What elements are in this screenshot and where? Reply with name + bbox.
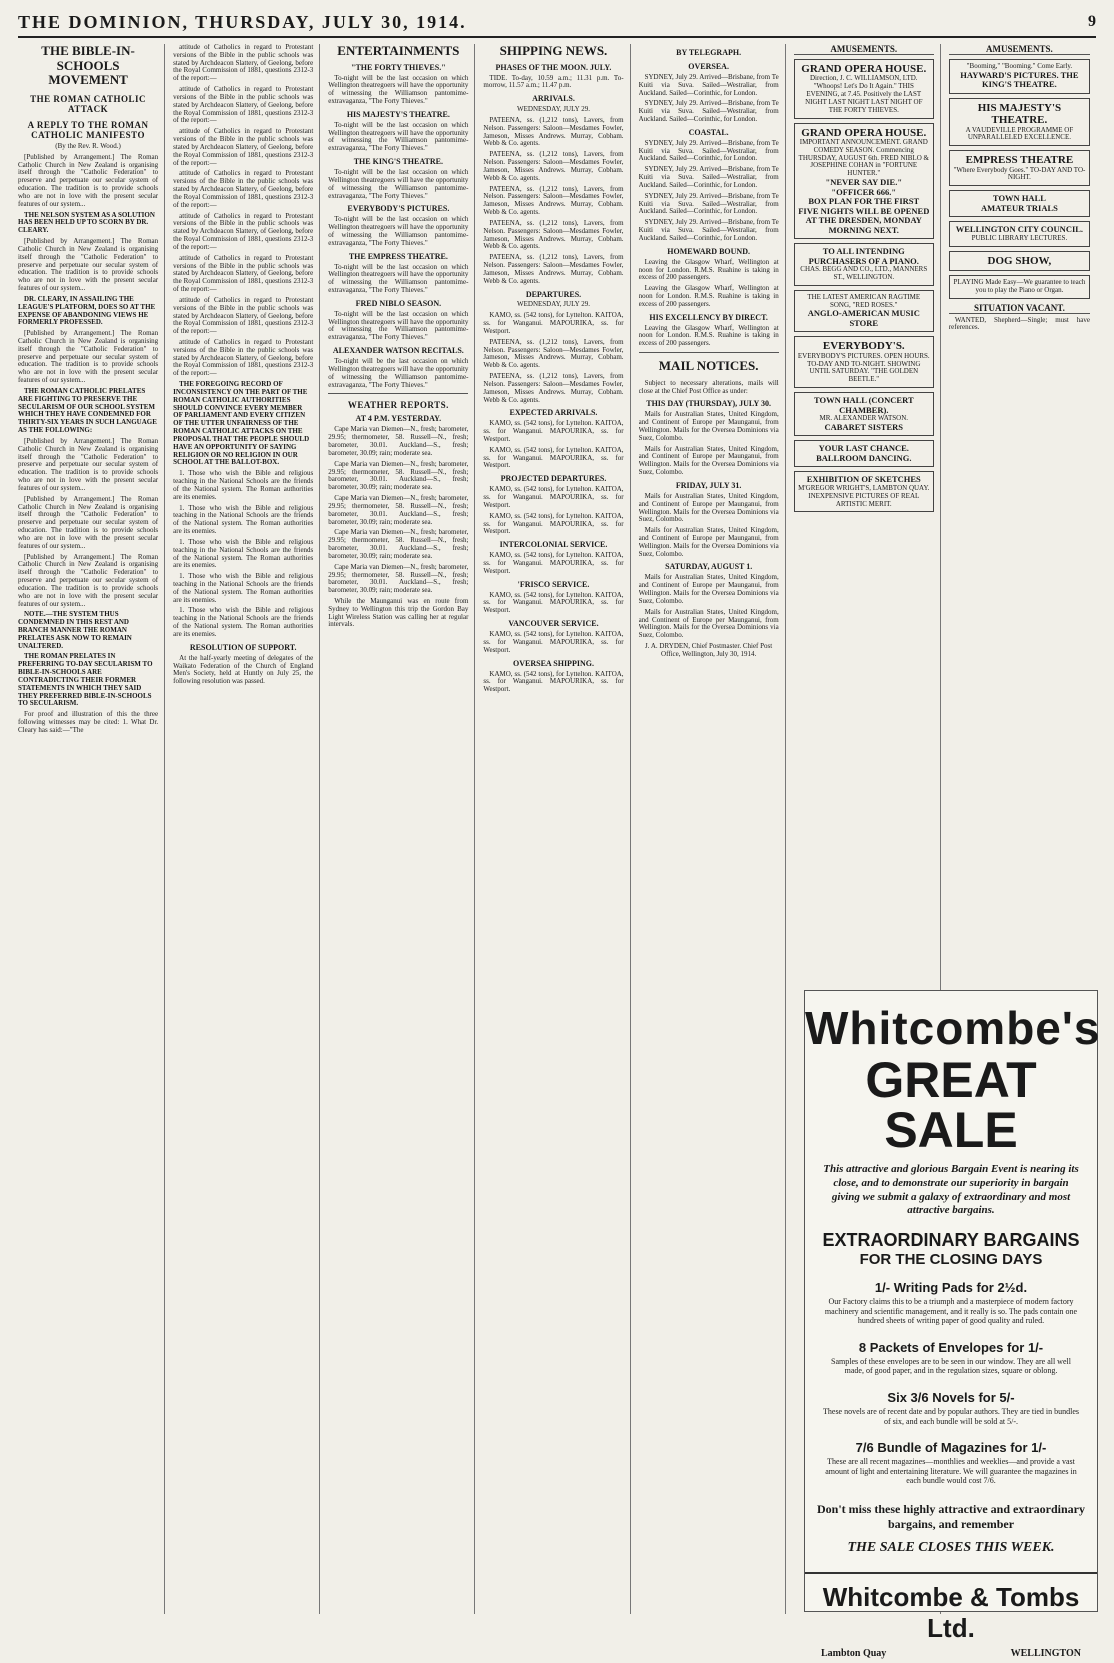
exhibition-ad: [794, 471, 934, 512]
mail-entry: Mails for Australian States, United Kingdom, and Continent of Europe per Maunganui, from Wellington. Mails for the Oversea Dominions via Suez, Colombo.: [638, 607, 779, 640]
ad-closing-days: FOR THE CLOSING DAYS: [859, 1251, 1043, 1268]
ad-address-street: Lambton Quay: [821, 1647, 887, 1659]
shipping-entry: KAMO, ss. (542 tons), for Lyttelton. KAITOA, ss. for Wanganui. MAPOURIKA, ss. for Westport.: [483, 551, 624, 575]
ad-title: HIS MAJESTY'S THEATRE.: [977, 101, 1062, 127]
article-paragraph: To-night will be the last occasion on which Wellington theatregoers will have the opportunity of witnessing the Williamson pantomime-extravaganza, "The Forty Thieves.": [328, 357, 469, 389]
column-1: [18, 44, 165, 1614]
weather-report: Cape Maria van Diemen—N., fresh; barometer, 29.95; thermometer, 58. Russell—N., fresh; barometer, 30.01. Auckland—S., fresh; barometer, 30.09; rain; moderate sea.: [328, 528, 469, 560]
shipping-entry: PATEENA, ss. (1,212 tons), Lavers, from Nelson. Passengers: Saloon—Mesdames Fowler, Jameson, Misses Andrews. Murray, Cobham. Webb & Co. agents.: [483, 372, 624, 404]
shipping-heading: SHIPPING NEWS.: [499, 44, 608, 58]
whitcombe-sale-ad: [804, 990, 1101, 1659]
theatre-heading: FRED NIBLO SEASON.: [355, 298, 442, 308]
ad-title: ANGLO-AMERICAN MUSIC STORE: [807, 308, 920, 328]
homeward-entry: Leaving the Glasgow Wharf, Wellington at noon for London. R.M.S. Ruahine is taking in excess of 200 passengers.: [638, 257, 779, 282]
ad-title: GRAND OPERA HOUSE.: [801, 63, 927, 76]
telegraph-entry: SYDNEY, July 29. Arrived—Brisbane, from Te Kuiti via Suva. Sailed—Westraliar, from Auckland. Sailed—Corinthic, for London.: [638, 191, 779, 216]
ad-title: TOWN HALL: [992, 193, 1046, 204]
divider: [328, 393, 468, 394]
caps-heading: THE FOREGOING RECORD OF INCONSISTENCY ON THE PART OF THE ROMAN CATHOLIC AUTHORITIES SHOULD CONVINCE EVERY MEMBER OF PARLIAMENT AND EVERY CITIZEN OF THE UTTER UNFAIRNESS OF THE ROMAN CATHOLIC ATTACKS ON THE PROPOSAL THAT THE PEOPLE SHOULD HAVE AN OPPORTUNITY OF SAYING RELIGION OR NO RELIGION IN OUR SCHOOL AT THE BALLOT-BOX.: [173, 380, 310, 467]
article-paragraph: attitude of Catholics in regard to Protestant versions of the Bible in the public schools was stated by Archdeacon Slattery, of Geelong, before the Royal Commission of 1881, questions 2312-3 of the report:—: [173, 295, 314, 336]
ad-title: HAYWARD'S PICTURES. THE KING'S THEATRE.: [960, 69, 1079, 90]
mail-date: THIS DAY (THURSDAY), JULY 30.: [646, 399, 772, 409]
his-majestys-ad: [949, 98, 1090, 146]
ad-firm-name: Whitcombe & Tombs Ltd.: [805, 1572, 1097, 1644]
town-hall-amateur-ad: [949, 190, 1090, 217]
telegraph-entry: SYDNEY, July 29. Arrived—Brisbane, from Te Kuiti via Suva. Sailed—Westraliar, from Auckland. Sailed—Corinthic, for London.: [638, 218, 779, 242]
ad-address: [805, 1644, 1097, 1663]
telegraph-entry: SYDNEY, July 29. Arrived—Brisbane, from Te Kuiti via Suva. Sailed—Westraliar, from Auckland. Sailed—Corinthic, for London.: [638, 165, 779, 189]
ad-text: "OFFICER 666.": [831, 186, 897, 197]
library-lectures-ad: [949, 221, 1090, 246]
amusements-heading: AMUSEMENTS.: [794, 44, 934, 55]
column-3: [328, 44, 475, 1614]
ad-text: IMPORTANT ANNOUNCEMENT. GRAND COMEDY SEASON. Commencing THURSDAY, AUGUST 6th. FRED NIBLO & JOSEPHINE COHAN in "FORTUNE HUNTER.": [798, 137, 929, 178]
article-paragraph: To-night will be the last occasion on which Wellington theatregoers will have the opportunity of witnessing the Williamson pantomime-extravaganza, "The Forty Thieves.": [328, 215, 469, 247]
weather-report: Cape Maria van Diemen—N., fresh; barometer, 29.95; thermometer, 58. Russell—N., fresh; barometer, 30.01. Auckland—S., fresh; barometer, 30.09; rain; moderate sea.: [328, 459, 469, 492]
ad-text: CABARET SISTERS: [824, 421, 904, 432]
theatre-heading: ALEXANDER WATSON RECITALS.: [332, 346, 464, 356]
expected-arrivals-heading: EXPECTED ARRIVALS.: [509, 408, 598, 418]
mail-entry: Mails for Australian States, United Kingdom, and Continent of Europe per Maunganui, from Wellington. Mails for the Oversea Dominions via Suez, Colombo.: [638, 410, 779, 442]
ad-item-text: Our Factory claims this to be a triumph and a masterpiece of modern factory machinery and scientific management, and it really is so. The pads contain one hundred sheets of writing paper of good quality and ruled.: [824, 1297, 1078, 1326]
article-paragraph: To-night will be the last occasion on which Wellington theatregoers will have the opportunity of witnessing the Williamson pantomime-extravaganza, "The Forty Thieves.": [328, 73, 469, 105]
column-5: [639, 44, 786, 1614]
weather-subheading: AT 4 P.M. YESTERDAY.: [355, 414, 442, 424]
article-paragraph: [Published by Arrangement.] The Roman Catholic Church in New Zealand is organising itself through the "Catholic Federation" to preserve and perpetuate our secular system of education. The tradition is to provide schools who are not in love with the present secular features of our system...: [18, 152, 159, 208]
ad-text: PUBLIC LIBRARY LECTURES.: [971, 233, 1068, 242]
ad-text: "Booming," "Booming." Come Early.: [966, 62, 1073, 71]
mail-notices-heading: MAIL NOTICES.: [658, 358, 759, 374]
article-paragraph: 1. Those who wish the Bible and religious teaching in the National Schools are the friends of the National system. The Roman authorities are its enemies.: [173, 606, 314, 638]
caps-heading: DR. CLEARY, IN ASSAILING THE LEAGUE'S PLATFORM, DOES SO AT THE EXPENSE OF ABANDONING VIEWS HE FORMERLY PROFESSED.: [18, 294, 156, 327]
ad-item-title: 1/- Writing Pads for 2½d.: [874, 1280, 1028, 1295]
dog-show-ad: [949, 251, 1090, 271]
mail-entry: Mails for Australian States, United Kingdom, and Continent of Europe per Maunganui, from Wellington. Mails for the Oversea Dominions via Suez, Colombo.: [638, 444, 779, 477]
ad-title: TOWN HALL (CONCERT CHAMBER).: [813, 395, 914, 415]
last-chance-ad: [794, 440, 934, 467]
ad-title: YOUR LAST CHANCE.: [818, 443, 909, 454]
shipping-entry: PATEENA, ss. (1,212 tons), Lavers, from Nelson. Passengers: Saloon—Mesdames Fowler, Jameson, Misses Andrews. Murray, Cobham. Webb & Co. agents.: [483, 115, 624, 148]
ad-title: EXHIBITION OF SKETCHES: [806, 474, 921, 485]
article-paragraph: While the Maunganui was en route from Sydney to Wellington this trip the Gordon Bay Light Wireless Station was calling her at regular intervals.: [328, 597, 469, 629]
shipping-entry: KAMO, ss. (542 tons), for Lyttelton. KAITOA, ss. for Wanganui. MAPOURIKA, ss. for Westport.: [483, 511, 624, 536]
situation-vacant-heading: SITUATION VACANT.: [949, 303, 1090, 314]
masthead-title: THE DOMINION, THURSDAY, JULY 30, 1914.: [18, 11, 467, 32]
article-paragraph: To-night will be the last occasion on which Wellington theatregoers will have the opportunity of witnessing the Williamson pantomime-extravaganza, "The Forty Thieves.": [328, 262, 469, 295]
town-hall-ad: [794, 392, 934, 436]
ad-text: CHAS. BEGG AND CO., LTD., MANNERS ST., WELLINGTON.: [800, 265, 928, 281]
frisco-heading: 'FRISCO SERVICE.: [517, 579, 590, 589]
article-paragraph: attitude of Catholics in regard to Protestant versions of the Bible in the public schools was stated by Archdeacon Slattery, of Geelong, before the Royal Commission of 1881, questions 2312-3 of the report:—: [173, 127, 314, 167]
masthead: [18, 8, 1096, 38]
departures-date: WEDNESDAY, JULY 29.: [517, 300, 590, 309]
article-paragraph: attitude of Catholics in regard to Protestant versions of the Bible in the public schools was stated by Archdeacon Slattery, of Geelong, before the Royal Commission of 1881, questions 2312-3 of the report:—: [173, 44, 314, 83]
ad-text: PLAYING Made Easy—We guarantee to teach you to play the Piano or Organ.: [953, 277, 1086, 294]
ad-item-text: These novels are of recent date and by popular authors. They are tied in bundles of six, and each bundle will be sold at 5/-.: [823, 1406, 1079, 1426]
article-paragraph: At the half-yearly meeting of delegates of the Waikato Federation of the Church of England Men's Society, held at Huntly on July 25, the following resolution was passed.: [173, 653, 314, 686]
ad-title: EMPRESS THEATRE: [965, 154, 1074, 167]
mail-date: FRIDAY, JULY 31.: [675, 480, 742, 490]
direct-heading: HIS EXCELLENCY BY DIRECT.: [649, 312, 768, 322]
weather-report: Cape Maria van Diemen—N., fresh; barometer, 29.95; thermometer, 58. Russell—N., fresh; barometer, 30.01. Auckland—S., fresh; barometer, 30.09; rain; moderate sea.: [328, 425, 469, 457]
article-paragraph: attitude of Catholics in regard to Protestant versions of the Bible in the public schools was stated by Archdeacon Slattery, of Geelong, before the Royal Commission of 1881, questions 2312-3 of the report:—: [173, 211, 314, 251]
mail-intro: Subject to necessary alterations, mails will close at the Chief Post Office as under:: [638, 378, 779, 395]
shipping-entry: PATEENA, ss. (1,212 tons), Lavers, from Nelson. Passengers: Saloon—Mesdames Fowler, Jameson, Misses Andrews. Murray, Cobham. Webb & Co. agents.: [483, 218, 624, 251]
headline-bible-schools: THE BIBLE-IN-SCHOOLS MOVEMENT: [41, 44, 135, 88]
coastal-heading: COASTAL.: [688, 127, 729, 137]
arrivals-date: WEDNESDAY, JULY 29.: [517, 105, 590, 114]
ad-title: WELLINGTON CITY COUNCIL.: [955, 224, 1084, 235]
article-paragraph: 1. Those who wish the Bible and religious teaching in the National Schools are the friends of the National system. The Roman authorities are its enemies.: [173, 503, 314, 536]
article-paragraph: attitude of Catholics in regard to Protestant versions of the Bible in the public schools was stated by Archdeacon Slattery, of Geelong, before the Royal Commission of 1881, questions 2312-3 of the report:—: [173, 253, 314, 294]
shipping-entry: KAMO, ss. (542 tons), for Lyttelton. KAITOA, ss. for Wanganui. MAPOURIKA, ss. for Westport.: [483, 445, 624, 470]
article-paragraph: 1. Those who wish the Bible and religious teaching in the National Schools are the friends of the National system. The Roman authorities are its enemies.: [173, 537, 314, 570]
tide-info: TIDE. To-day, 10.59 a.m.; 11.31 p.m. To-morrow, 11.57 a.m.; 11.47 p.m.: [483, 73, 624, 90]
subhead-catholic-attack: THE ROMAN CATHOLIC ATTACK: [30, 93, 146, 114]
shipping-entry: KAMO, ss. (542 tons), for Lyttelton. KAITOA, ss. for Wanganui. MAPOURIKA, ss. for Westport.: [483, 590, 624, 615]
column-2: [173, 44, 320, 1614]
shipping-entry: KAMO, ss. (542 tons), for Lyttelton. KAITOA, ss. for Wanganui. MAPOURIKA, ss. for Westport.: [483, 485, 624, 509]
homeward-entry: Leaving the Glasgow Wharf, Wellington at noon for London. R.M.S. Ruahine is taking in excess of 200 passengers.: [638, 284, 779, 308]
amusements-heading: AMUSEMENTS.: [949, 44, 1090, 55]
article-paragraph: [Published by Arrangement.] The Roman Catholic Church in New Zealand is organising itself through the "Catholic Federation" to preserve and perpetuate our secular system of education. The tradition is to provide schools who are not in love with the present secular features of our system...: [18, 329, 159, 385]
mail-date: SATURDAY, AUGUST 1.: [665, 562, 753, 572]
article-paragraph: To-night will be the last occasion on which Wellington theatregoers will have the opportunity of witnessing the Williamson pantomime-extravaganza, "The Forty Thieves.": [328, 120, 469, 153]
ad-intro: This attractive and glorious Bargain Event is nearing its close, and to demonstrate our superiority in bargain giving we submit a galaxy of extraordinary and most attractive bargains.: [823, 1163, 1079, 1217]
ad-title: EVERYBODY'S.: [822, 340, 905, 353]
article-paragraph: [Published by Arrangement.] The Roman Catholic Church in New Zealand is organising itself through the "Catholic Federation" to preserve and perpetuate our secular system of education. The tradition is to provide schools who are not in love with the present secular features of our system...: [18, 237, 159, 293]
ad-text: BOX PLAN FOR THE FIRST FIVE NIGHTS WILL BE OPENED AT THE DRESDEN, MONDAY MORNING NEXT.: [798, 196, 930, 235]
shipping-entry: PATEENA, ss. (1,212 tons), Lavers, from Nelson. Passengers: Saloon—Mesdames Fowler, Jameson, Misses Andrews. Murray, Cobham. Webb & Co. agents.: [483, 184, 624, 217]
article-paragraph: 1. Those who wish the Bible and religious teaching in the National Schools are the friends of the National system. The Roman authorities are its enemies.: [173, 469, 314, 501]
ad-text: AMATEUR TRIALS: [980, 202, 1058, 213]
postmaster-signature: J. A. DRYDEN, Chief Postmaster. Chief Post Office, Wellington, July 30, 1914.: [645, 642, 773, 658]
mail-entry: Mails for Australian States, United Kingdom, and Continent of Europe per Maunganui, from Wellington. Mails for the Oversea Dominions via Suez, Colombo.: [638, 526, 779, 558]
theatre-heading: THE EMPRESS THEATRE.: [348, 251, 448, 261]
empress-ad: [949, 150, 1090, 186]
page-number: 9: [1088, 13, 1096, 30]
caps-heading: THE ROMAN PRELATES IN PREFERRING TO-DAY SECULARISM TO BIBLE-IN-SCHOOLS ARE CONTRADICTING THEIR FORMER STATEMENTS IN WHICH THEY SAID THEY PREFERRED BIBLE-IN-SCHOOLS TO SECULARISM.: [18, 652, 153, 708]
ad-text: "Where Everybody Goes." TO-DAY AND TO-NIGHT.: [953, 165, 1086, 182]
article-paragraph: attitude of Catholics in regard to Protestant versions of the Bible in the public schools was stated by Archdeacon Slattery, of Geelong, before the Royal Commission of 1881, questions 2312-3 of the report:—: [173, 169, 314, 209]
divider: [639, 352, 779, 353]
weather-report: Cape Maria van Diemen—N., fresh; barometer, 29.95; thermometer, 58. Russell—N., fresh; barometer, 30.01. Auckland—S., fresh; barometer, 30.09; rain; moderate sea.: [328, 494, 469, 526]
caps-heading: THE NELSON SYSTEM AS A SOLUTION HAS BEEN HELD UP TO SCORN BY DR. CLEARY.: [18, 210, 155, 235]
homeward-entry: Leaving the Glasgow Wharf, Wellington at noon for London. R.M.S. Ruahine is taking in excess of 200 passengers.: [638, 323, 779, 348]
ad-text: "Whoops! Let's Do It Again." THIS EVENING, at 7.45. Positively the LAST NIGHT LAST NIGHT LAST NIGHT OF THE FORTY THIEVES.: [805, 82, 923, 114]
telegraph-entry: SYDNEY, July 29. Arrived—Brisbane, from Te Kuiti via Suva. Sailed—Westraliar, from Auckland. Sailed—Corinthic, for London.: [638, 138, 779, 163]
shipping-entry: PATEENA, ss. (1,212 tons), Lavers, from Nelson. Passengers: Saloon—Mesdames Fowler, Jameson, Misses Andrews. Murray, Cobham. Webb & Co. agents.: [483, 253, 624, 285]
article-paragraph: attitude of Catholics in regard to Protestant versions of the Bible in the public schools was stated by Archdeacon Slattery, of Geelong, before the Royal Commission of 1881, questions 2312-3 of the report:—: [173, 85, 314, 125]
ad-text: THE LATEST AMERICAN RAGTIME SONG, "RED ROSES.": [807, 292, 921, 309]
oversea-heading: OVERSEA.: [688, 61, 729, 71]
ad-item-text: These are all recent magazines—monthlies and weeklies—and provide a vast amount of light and entertaining literature. We will guarantee the magazines in each bundle would cost 7/6.: [825, 1457, 1077, 1486]
shipping-entry: PATEENA, ss. (1,212 tons), Lavers, from Nelson. Passengers: Saloon—Mesdames Fowler, Jameson, Misses Andrews. Murray, Cobham. Webb & Co. agents.: [483, 337, 624, 370]
piano-ad: [794, 243, 934, 286]
entertainments-heading: ENTERTAINMENTS: [337, 44, 460, 58]
everybodys-ad: [794, 336, 934, 388]
ad-item-title: 8 Packets of Envelopes for 1/-: [858, 1339, 1044, 1355]
classified-entry: WANTED, Shepherd—Single; must have references.: [948, 315, 1090, 332]
subhead-reply: A REPLY TO THE ROMAN CATHOLIC MANIFESTO: [27, 119, 149, 140]
oversea-shipping-heading: OVERSEA SHIPPING.: [513, 658, 594, 668]
byline: (By the Rev. R. Wood.): [55, 141, 121, 150]
article-paragraph: attitude of Catholics in regard to Protestant versions of the Bible in the public schools was stated by Archdeacon Slattery, of Geelong, before the Royal Commission of 1881, questions 2312-3 of the report:—: [173, 337, 314, 378]
ad-text: MR. ALEXANDER WATSON.: [819, 414, 909, 423]
moon-phases-heading: PHASES OF THE MOON. JULY.: [495, 62, 612, 72]
music-store-ad: [794, 290, 934, 333]
ad-title: TO ALL INTENDING PURCHASERS OF A PIANO.: [808, 246, 919, 266]
ad-text: INEXPENSIVE PICTURES OF REAL ARTISTIC MERIT.: [808, 491, 920, 508]
projected-departures-heading: PROJECTED DEPARTURES.: [500, 474, 607, 484]
weather-report: Cape Maria van Diemen—N., fresh; barometer, 29.95; thermometer, 58. Russell—N., fresh; barometer, 30.01. Auckland—S., fresh; barometer, 30.09; rain; moderate sea.: [328, 562, 469, 595]
ad-dont-miss: Don't miss these highly attractive and extraordinary bargains, and remember: [817, 1501, 1085, 1531]
play-heading: "THE FORTY THIEVES.": [351, 62, 446, 72]
piano-tuition-ad: [949, 275, 1090, 299]
caps-heading: THE ROMAN CATHOLIC PRELATES ARE FIGHTING TO PRESERVE THE SECULARISM OF OUR SCHOOL SYSTEM WHICH THEY HAVE CONDEMNED FOR THIRTY-SIX YEARS IN SUCH LANGUAGE AS THE FOLLOWING:: [18, 386, 157, 435]
shipping-entry: KAMO, ss. (542 tons), for Lyttelton. KAITOA, ss. for Wanganui. MAPOURIKA, ss. for Westport.: [483, 669, 624, 694]
caps-heading: NOTE.—THE SYSTEM THUS CONDEMNED IN THIS REST AND BRANCH MANNER THE ROMAN PRELATES ASK NOW TO REMAIN UNALTERED.: [18, 610, 132, 650]
telegraph-heading: BY TELEGRAPH.: [676, 48, 742, 57]
telegraph-entry: SYDNEY, July 29. Arrived—Brisbane, from Te Kuiti via Suva. Sailed—Westraliar, from Auckland. Sailed—Corinthic, for London.: [638, 99, 779, 124]
theatre-heading: HIS MAJESTY'S THEATRE.: [346, 109, 450, 119]
ad-item-title: 7/6 Bundle of Magazines for 1/-: [855, 1440, 1047, 1456]
article-paragraph: [Published by Arrangement.] The Roman Catholic Church in New Zealand is organising itself through the "Catholic Federation" to preserve and perpetuate our secular system of education. The tradition is to provide schools who are not in love with the present secular features of our system...: [18, 552, 159, 608]
ad-sale-closes: THE SALE CLOSES THIS WEEK.: [847, 1539, 1055, 1555]
mail-entry: Mails for Australian States, United Kingdom, and Continent of Europe per Maunganui, from Wellington. Mails for the Oversea Dominions via Suez, Colombo.: [638, 491, 779, 524]
ad-text: BALLROOM DANCING.: [816, 452, 912, 463]
ad-brand: Whitcombe's: [805, 1002, 1101, 1054]
resolution-heading: RESOLUTION OF SUPPORT.: [189, 642, 297, 652]
ad-text: A VAUDEVILLE PROGRAMME OF UNPARALLELED EXCELLENCE.: [965, 125, 1074, 142]
intercolonial-heading: INTERCOLONIAL SERVICE.: [499, 540, 608, 550]
departures-heading: DEPARTURES.: [525, 289, 582, 299]
ad-text: EVERYBODY'S PICTURES. OPEN HOURS. TO-DAY AND TO-NIGHT. SHOWING UNTIL SATURDAY. "THE GOLDEN BEETLE.": [797, 351, 930, 384]
article-paragraph: To-night will be the last occasion on which Wellington theatregoers will have the opportunity of witnessing the Williamson pantomime-extravaganza, "The Forty Thieves.": [328, 309, 469, 342]
ad-extraordinary: EXTRAORDINARY BARGAINS: [822, 1230, 1080, 1250]
mail-entry: Mails for Australian States, United Kingdom, and Continent of Europe per Maunganui, from Wellington. Mails for the Oversea Dominions via Suez, Colombo.: [638, 573, 779, 605]
article-paragraph: For proof and illustration of this the three following witnesses may be cited: 1. What Dr. Cleary has said:—"The: [18, 710, 159, 734]
shipping-entry: PATEENA, ss. (1,212 tons), Lavers, from Nelson. Passengers: Saloon—Mesdames Fowler, Jameson, Misses Andrews. Murray, Cobham. Webb & Co. agents.: [483, 150, 624, 182]
haywards-ad: [949, 59, 1090, 94]
grand-opera-ad: [794, 59, 934, 118]
ad-item-text: Samples of these envelopes are to be seen in our window. They are all well made, of good paper, and in the regulation sizes, square or oblong.: [831, 1356, 1071, 1376]
ad-text: M'GREGOR WRIGHT'S, LAMBTON QUAY.: [798, 484, 930, 492]
homeward-heading: HOMEWARD BOUND.: [667, 246, 750, 256]
weather-heading: WEATHER REPORTS.: [347, 400, 449, 411]
ad-title: DOG SHOW,: [987, 254, 1052, 267]
column-4: [483, 44, 630, 1614]
ad-item-title: Six 3/6 Novels for 5/-: [887, 1389, 1015, 1405]
arrivals-heading: ARRIVALS.: [532, 94, 575, 104]
ad-address-city: WELLINGTON: [1010, 1647, 1081, 1659]
theatre-heading: THE KING'S THEATRE.: [353, 157, 443, 167]
ad-text: Direction, J. C. WILLIAMSON, LTD.: [810, 74, 918, 83]
article-paragraph: [Published by Arrangement.] The Roman Catholic Church in New Zealand is organising itself through the "Catholic Federation" to preserve and perpetuate our secular system of education. The tradition is to provide schools who are not in love with the present secular features of our system...: [18, 494, 159, 550]
shipping-entry: KAMO, ss. (542 tons), for Lyttelton. KAITOA, ss. for Wanganui. MAPOURIKA, ss. for Westport.: [483, 630, 624, 654]
theatre-heading: EVERYBODY'S PICTURES.: [347, 204, 450, 214]
article-paragraph: 1. Those who wish the Bible and religious teaching in the National Schools are the friends of the National system. The Roman authorities are its enemies.: [173, 572, 314, 604]
article-paragraph: To-night will be the last occasion on which Wellington theatregoers will have the opportunity of witnessing the Williamson pantomime-extravaganza, "The Forty Thieves.": [328, 168, 469, 200]
ad-great-sale: GREAT SALE: [865, 1052, 1037, 1158]
telegraph-entry: SYDNEY, July 29. Arrived—Brisbane, from Te Kuiti via Suva. Sailed—Westraliar, from Auckland. Sailed—Corinthic, for London.: [638, 72, 779, 97]
shipping-entry: KAMO, ss. (542 tons), for Lyttelton. KAITOA, ss. for Wanganui. MAPOURIKA, ss. for Westport.: [483, 419, 624, 443]
ad-text: "NEVER SAY DIE.": [825, 176, 903, 187]
vancouver-heading: VANCOUVER SERVICE.: [508, 619, 599, 629]
grand-opera-ad-2: [794, 123, 934, 240]
shipping-entry: KAMO, ss. (542 tons), for Lyttelton. KAITOA, ss. for Wanganui. MAPOURIKA, ss. for Westport.: [483, 311, 624, 335]
article-paragraph: [Published by Arrangement.] The Roman Catholic Church in New Zealand is organising itself through the "Catholic Federation" to preserve and perpetuate our secular system of education. The tradition is to provide schools who are not in love with the present secular features of our system...: [18, 436, 159, 492]
ad-title: GRAND OPERA HOUSE.: [801, 126, 927, 139]
